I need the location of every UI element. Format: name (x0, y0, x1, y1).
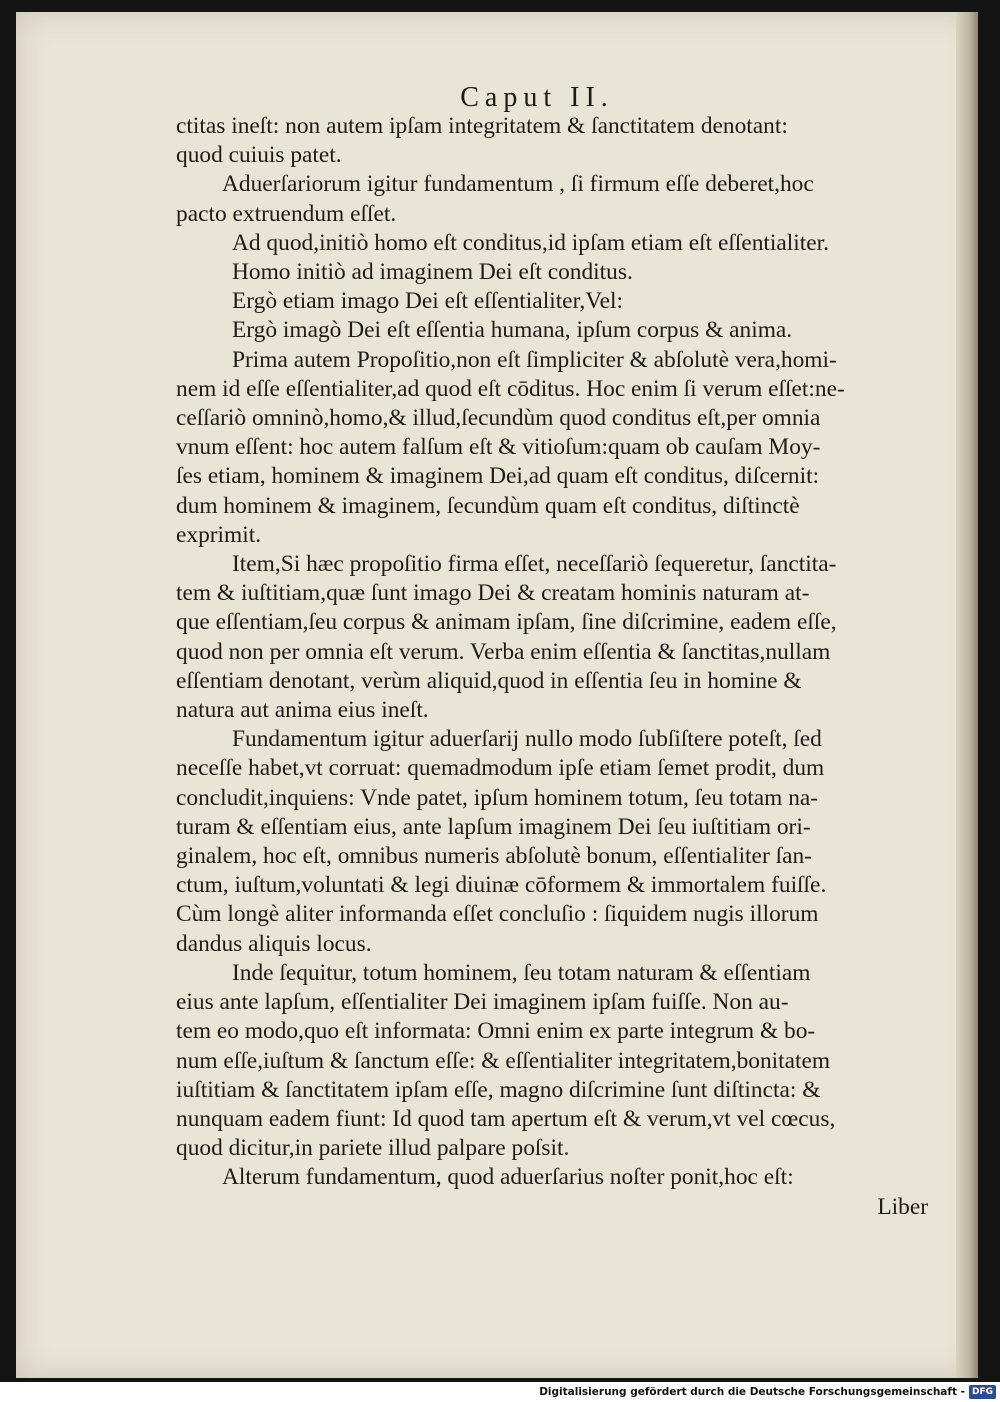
text-line: ginalem, hoc eſt, omnibus numeris abſolutè bonum, eſſentialiter ſan- (176, 843, 812, 870)
dfg-logo-icon: DFG (969, 1385, 996, 1399)
text-line: Aduerſariorum igitur fundamentum , ſi firmum eſſe deberet,hoc (222, 171, 814, 198)
text-line: Ergò etiam imago Dei eſt eſſentialiter,Vel: (232, 288, 623, 315)
text-line: Prima autem Propoſitio,non eſt ſimpliciter & abſolutè vera,homi- (232, 346, 837, 373)
text-line: Item,Si hæc propoſitio firma eſſet, neceſſariò ſequeretur, ſanctita- (232, 551, 837, 578)
digitization-footer (0, 1382, 1000, 1402)
text-line: dandus aliquis locus. (176, 930, 372, 957)
page-spine-shadow (956, 12, 978, 1378)
text-line: Liber (877, 1193, 928, 1220)
text-line: natura aut anima eius ineſt. (176, 697, 429, 724)
text-line: nem id eſſe eſſentialiter,ad quod eſt cōditus. Hoc enim ſi verum eſſet:ne- (176, 375, 845, 402)
text-line: vnum eſſent: hoc autem falſum eſt & vitioſum:quam ob cauſam Moy- (176, 434, 821, 461)
text-line: Cùm longè aliter informanda eſſet concluſio : ſiquidem nugis illorum (176, 901, 819, 928)
text-line: eius ante lapſum, eſſentialiter Dei imaginem ipſam fuiſſe. Non au- (176, 989, 789, 1016)
text-line: Ergò imagò Dei eſt eſſentia humana, ipſum corpus & anima. (232, 317, 793, 344)
text-line: Homo initiò ad imaginem Dei eſt conditus. (232, 259, 633, 286)
text-line: exprimit. (176, 521, 262, 548)
text-line: eſſentiam denotant, verùm aliquid,quod in eſſentia ſeu in homine & (176, 667, 802, 694)
text-line: ctum, iuſtum,voluntati & legi diuinæ cōformem & immortalem fuiſſe. (176, 872, 827, 899)
body-text (176, 112, 928, 1222)
text-line: tem eo modo,quo eſt informata: Omni enim ex parte integrum & bo- (176, 1018, 816, 1045)
text-line: concludit,inquiens: Vnde patet, ipſum hominem totum, ſeu totam na- (176, 784, 819, 811)
text-line: que eſſentiam,ſeu corpus & animam ipſam, ſine diſcrimine, eadem eſſe, (176, 609, 837, 636)
text-line: pacto extruendum eſſet. (176, 200, 397, 227)
text-line: tem & iuſtitiam,quæ ſunt imago Dei & creatam hominis naturam at- (176, 580, 810, 607)
text-line: ſes etiam, hominem & imaginem Dei,ad quam eſt conditus, diſcernit: (176, 463, 820, 490)
text-line: neceſſe habet,vt corruat: quemadmodum ipſe etiam ſemet prodit, dum (176, 755, 825, 782)
running-head-text: Caput II. (460, 82, 614, 113)
text-line: quod cuiuis patet. (176, 142, 342, 169)
text-line: Inde ſequitur, totum hominem, ſeu totam naturam & eſſentiam (232, 959, 811, 986)
running-head (16, 82, 978, 114)
text-line: num eſſe,iuſtum & ſanctum eſſe: & eſſentialiter integritatem,bonitatem (176, 1047, 831, 1074)
text-line: dum hominem & imaginem, ſecundùm quam eſt conditus, diſtinctè (176, 492, 800, 519)
text-line: Fundamentum igitur aduerſarij nullo modo ſubſiſtere poteſt, ſed (232, 726, 822, 753)
footer-credit: Digitalisierung gefördert durch die Deutsche Forschungsgemeinschaft - (539, 1386, 965, 1398)
text-line: turam & eſſentiam eius, ante lapſum imaginem Dei ſeu iuſtitiam ori- (176, 813, 811, 840)
text-line: iuſtitiam & ſanctitatem ipſam eſſe, magno diſcrimine ſunt diſtincta: & (176, 1076, 821, 1103)
text-line: nunquam eadem fiunt: Id quod tam apertum eſt & verum,vt vel cœcus, (176, 1105, 836, 1132)
text-line: ceſſariò omninò,homo,& illud,ſecundùm quod conditus eſt,per omnia (176, 405, 821, 432)
text-line: quod non per omnia eſt verum. Verba enim eſſentia & ſanctitas,nullam (176, 638, 831, 665)
text-line: ctitas ineſt: non autem ipſam integritatem & ſanctitatem denotant: (176, 113, 788, 139)
text-line: Ad quod,initiò homo eſt conditus,id ipſam etiam eſt eſſentialiter. (232, 229, 830, 256)
text-line: quod dicitur,in pariete illud palpare poſsit. (176, 1135, 570, 1162)
text-line: Alterum fundamentum, quod aduerſarius noſter ponit,hoc eſt: (222, 1164, 794, 1191)
